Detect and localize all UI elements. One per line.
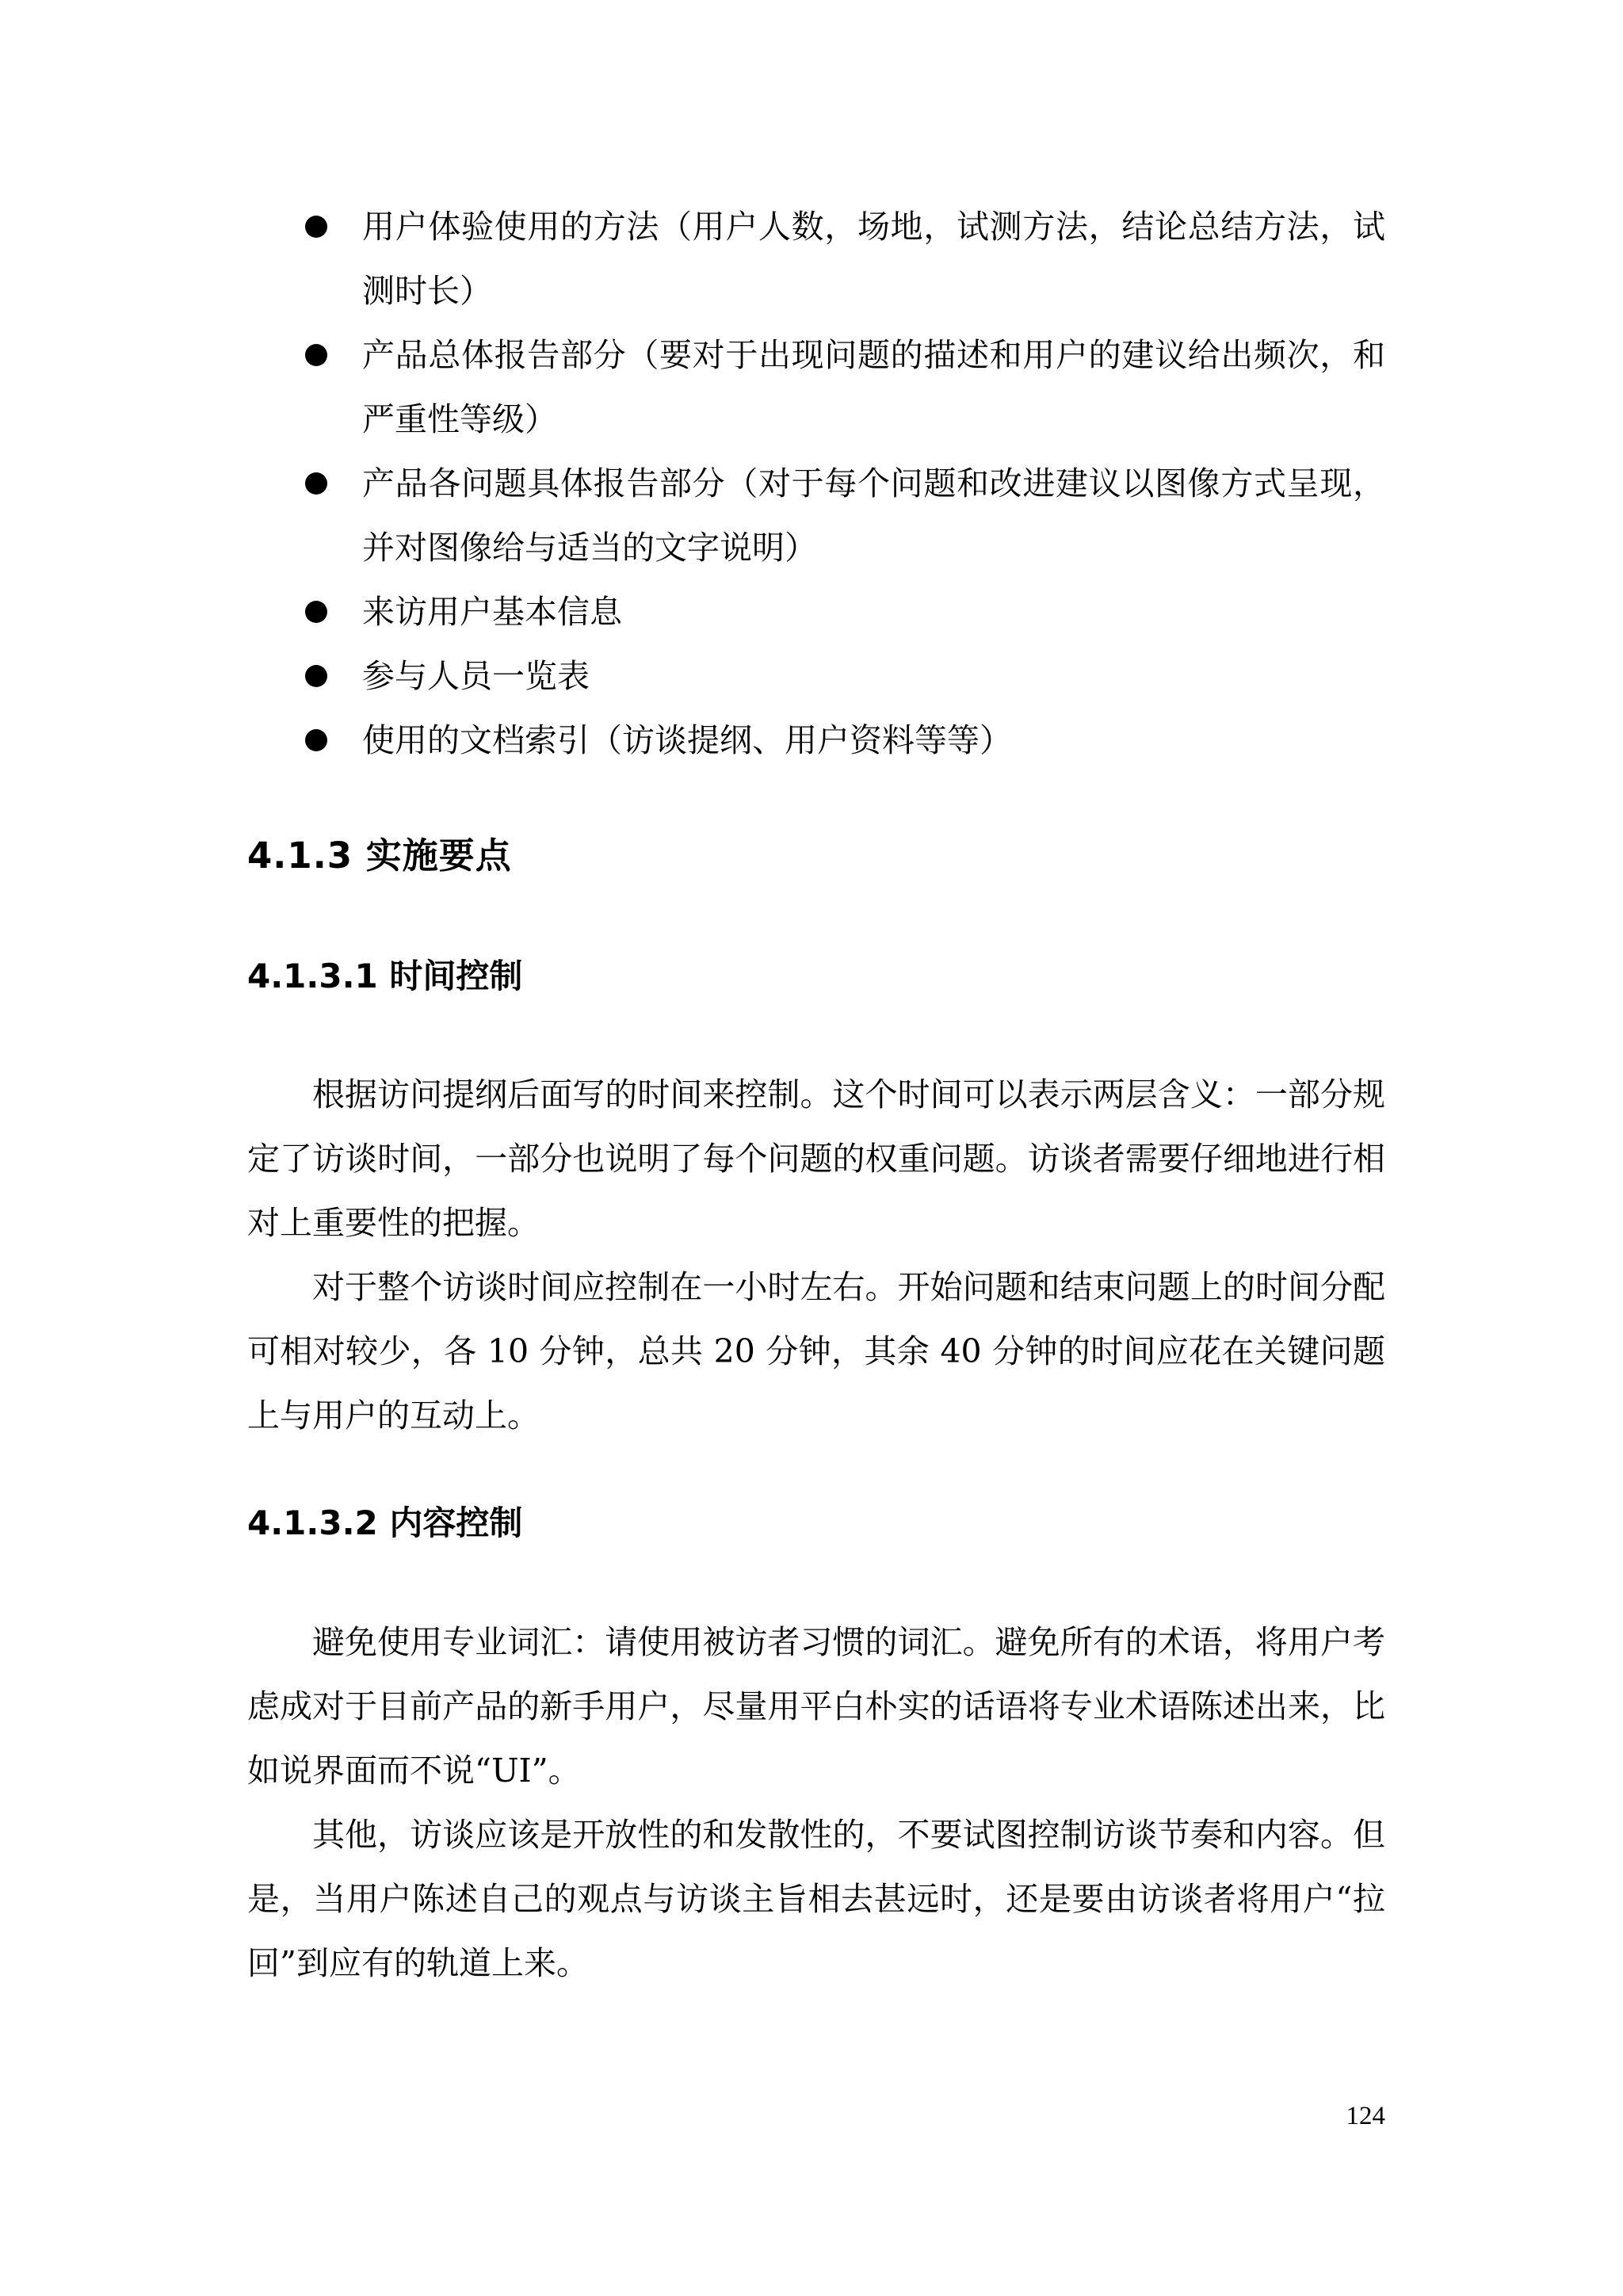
list-item-text: 使用的文档索引（访谈提纲、用户资料等等） [362,721,1012,759]
bullet-icon [305,344,327,366]
bullet-icon [305,601,327,623]
subsection-heading-content-control: 4.1.3.2 内容控制 [247,1503,523,1542]
list-item [303,644,1385,709]
list-item-text: 参与人员一览表 [362,657,590,695]
list-item-text: 来访用户基本信息 [362,593,622,631]
subsection-heading-time-control: 4.1.3.1 时间控制 [247,957,523,995]
list-item-text: 用户体验使用的方法（用户人数，场地，试测方法，结论总结方法，试测时长） [362,208,1385,310]
paragraph: 根据访问提纲后面写的时间来控制。这个时间可以表示两层含义：一部分规定了访谈时间，一部分也说明了每个问题的权重问题。访谈者需要仔细地进行相对上重要性的把握。 [247,1075,1385,1242]
list-item [303,323,1385,452]
page-number: 124 [1346,2102,1385,2130]
list-item [303,195,1385,323]
list-item [303,580,1385,644]
bullet-list [303,195,1385,773]
section-heading-4-1-3: 4.1.3 实施要点 [247,835,512,877]
paragraph: 其他，访谈应该是开放性的和发散性的，不要试图控制访谈节奏和内容。但是，当用户陈述自己的观点与访谈主旨相去甚远时，还是要由访谈者将用户“拉回”到应有的轨道上来。 [247,1816,1385,1982]
time-control-body [247,1063,1385,1448]
paragraph: 避免使用专业词汇：请使用被访者习惯的词汇。避免所有的术语，将用户考虑成对于目前产品的新手用户，尽量用平白朴实的话语将专业术语陈述出来，比如说界面而不说“UI”。 [247,1623,1385,1790]
bullet-icon [305,729,327,751]
bullet-icon [305,665,327,687]
list-item-text: 产品各问题具体报告部分（对于每个问题和改进建议以图像方式呈现，并对图像给与适当的文字说明） [362,464,1385,567]
content-control-body [247,1610,1385,1996]
paragraph: 对于整个访谈时间应控制在一小时左右。开始问题和结束问题上的时间分配可相对较少，各 10 分钟，总共 20 分钟，其余 40 分钟的时间应花在关键问题上与用户的互动上。 [247,1268,1385,1435]
list-item [303,709,1385,773]
list-item-text: 产品总体报告部分（要对于出现问题的描述和用户的建议给出频次，和严重性等级） [362,336,1385,438]
bullet-icon [305,472,327,495]
bullet-icon [305,216,327,238]
list-item [303,452,1385,580]
